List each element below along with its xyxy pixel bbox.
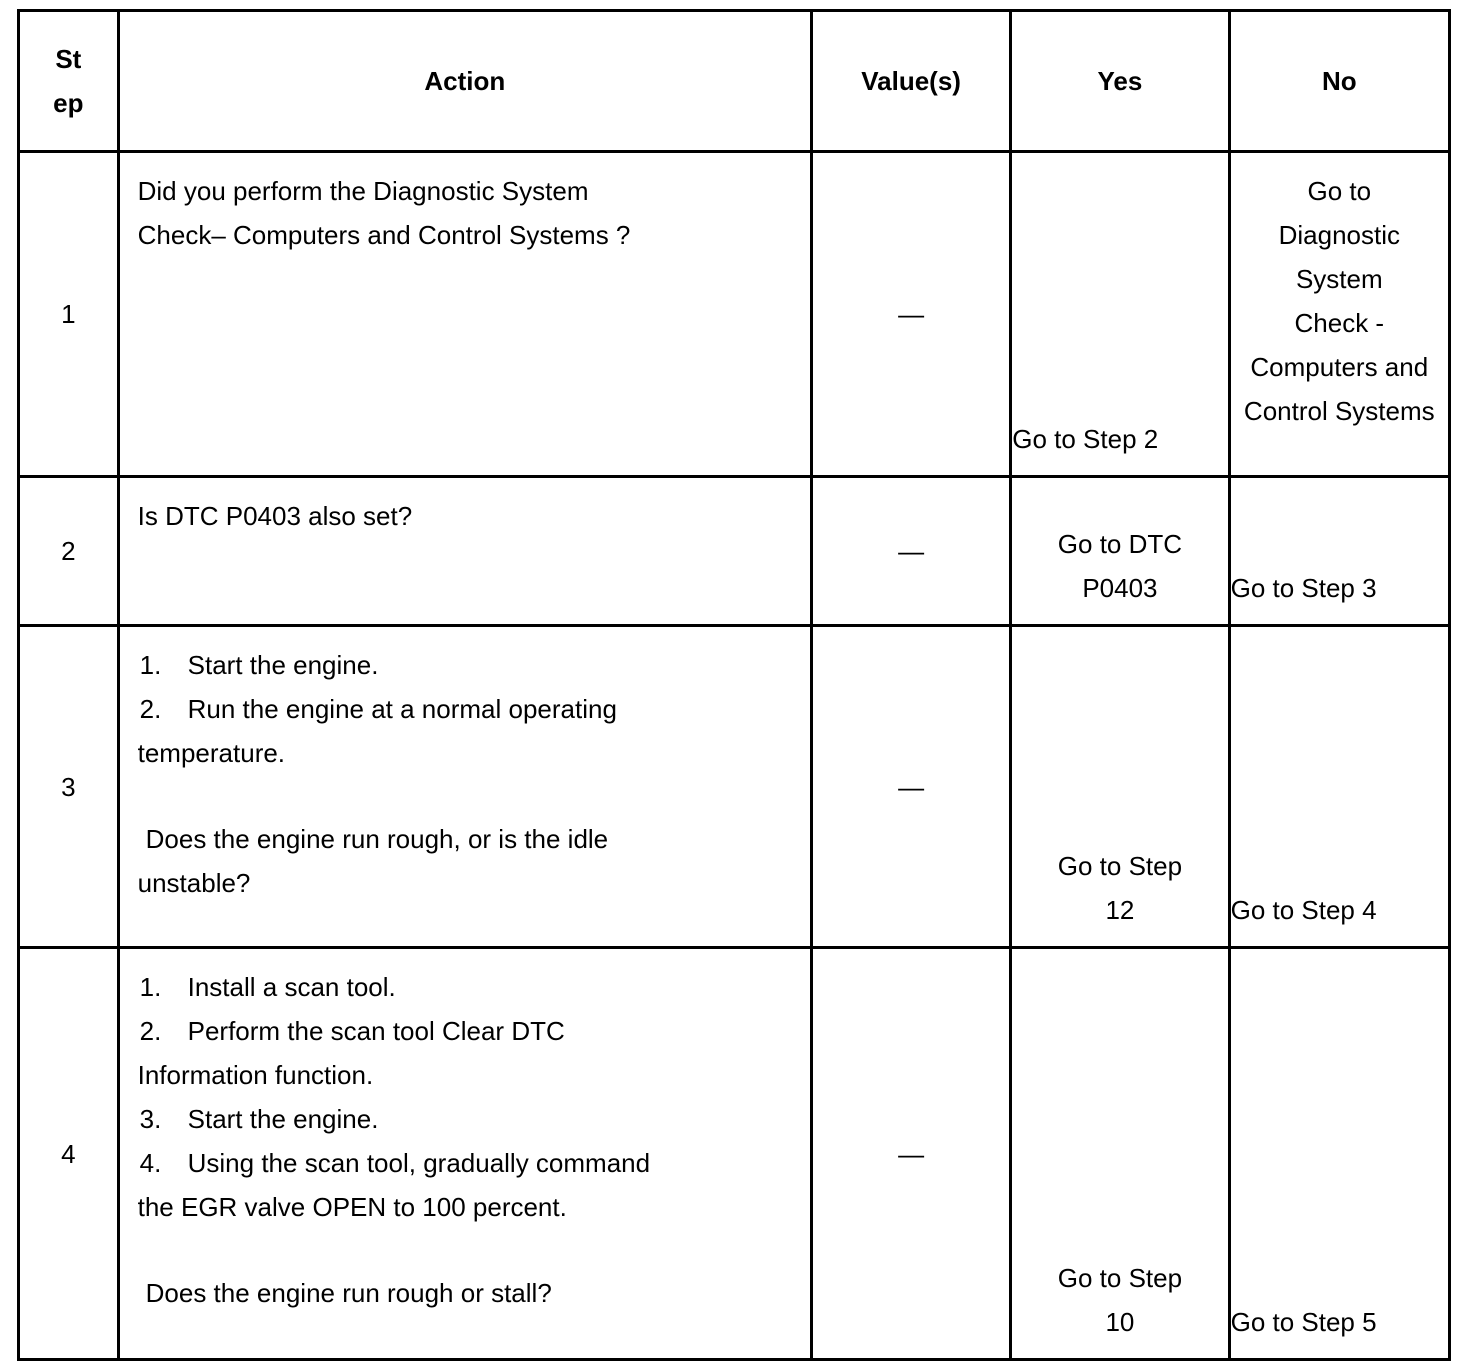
no-cell: Go to Diagnostic System Check - Computers and Control Systems (1229, 152, 1449, 477)
list-item: 1. Install a scan tool. (139, 972, 396, 1002)
header-yes: Yes (1011, 11, 1229, 152)
list-item: 4. Using the scan tool, gradually command (139, 1148, 651, 1178)
action-cell: 1. Start the engine. 2. Run the engine at a normal operating temperature. Does the engine run rough, or is the idle unstable? (118, 626, 811, 948)
no-cell: Go to Step 5 (1229, 948, 1449, 1360)
yes-cell: Go to Step 10 (1011, 948, 1229, 1360)
header-action: Action (118, 11, 811, 152)
step-number: 3 (19, 626, 119, 948)
list-item: 2. Run the engine at a normal operating (139, 694, 617, 724)
header-step: St ep (19, 11, 119, 152)
header-row (19, 11, 1450, 152)
table-row (19, 626, 1450, 948)
no-cell: Go to Step 4 (1229, 626, 1449, 948)
table-row (19, 477, 1450, 626)
yes-cell: Go to Step 2 (1011, 152, 1229, 477)
step-number: 1 (19, 152, 119, 477)
list-item: 3. Start the engine. (139, 1104, 379, 1134)
question: Does the engine run rough, or is the idle (145, 824, 609, 854)
action-cell: 1. Install a scan tool. 2. Perform the scan tool Clear DTC Information function. 3. Start the engine. 4. Using the scan tool, gradually command the EGR valve OPEN to 100 percent. Does the engine run rough or stall? (118, 948, 811, 1360)
value-cell: — (811, 948, 1010, 1360)
yes-cell: Go to Step 12 (1011, 626, 1229, 948)
header-no: No (1229, 11, 1449, 152)
header-values: Value(s) (811, 11, 1010, 152)
yes-cell: Go to DTC P0403 (1011, 477, 1229, 626)
step-number: 2 (19, 477, 119, 626)
value-cell: — (811, 626, 1010, 948)
question: Does the engine run rough or stall? (145, 1278, 552, 1308)
action-cell: Is DTC P0403 also set? (118, 477, 811, 626)
value-cell: — (811, 477, 1010, 626)
diagnostic-table (17, 9, 1451, 1361)
action-cell: Did you perform the Diagnostic System Check– Computers and Control Systems ? (118, 152, 811, 477)
list-item: 1. Start the engine. (139, 650, 379, 680)
no-cell: Go to Step 3 (1229, 477, 1449, 626)
value-cell: — (811, 152, 1010, 477)
table-row (19, 152, 1450, 477)
table-row (19, 948, 1450, 1360)
list-item: 2. Perform the scan tool Clear DTC (139, 1016, 565, 1046)
step-number: 4 (19, 948, 119, 1360)
